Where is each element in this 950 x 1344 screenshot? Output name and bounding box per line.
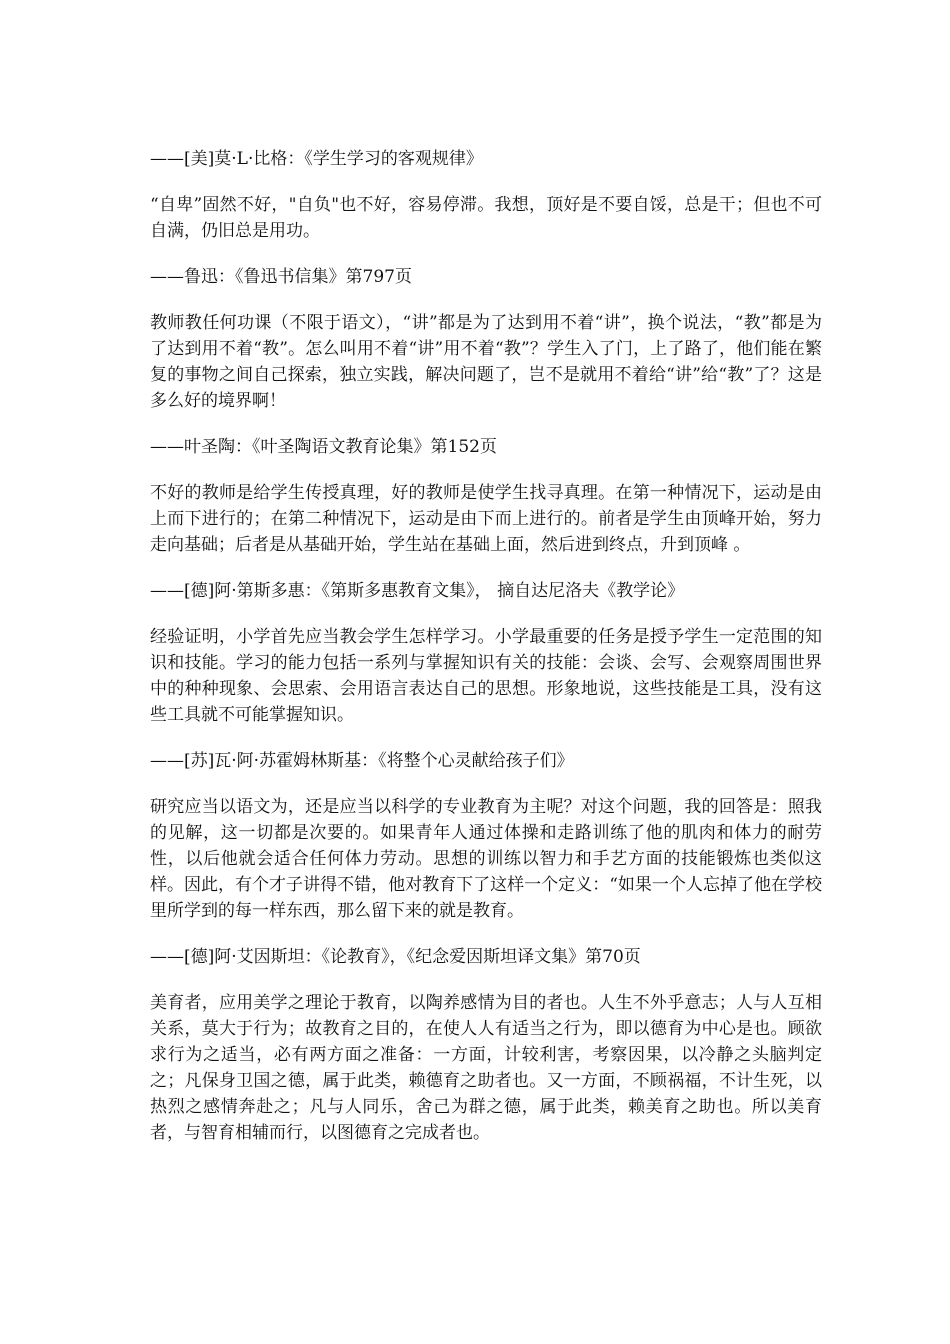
quote-paragraph-4: 经验证明，小学首先应当教会学生怎样学习。小学最重要的任务是授予学生一定范围的知识和技能。学习的能力包括一系列与掌握知识有关的技能：会谈、会写、会观察周围世界中的种种现象、会思索、会用语言表达自己的思想。形象地说，这些技能是工具，没有这些工具就不可能掌握知识。 — [150, 627, 822, 725]
quote-paragraph-5: 研究应当以语文为，还是应当以科学的专业教育为主呢？对这个问题，我的回答是：照我的见解，这一切都是次要的。如果青年人通过体操和走路训练了他的肌肉和体力的耐劳性，以后他就会适合任何体力劳动。思想的训练以智力和手艺方面的技能锻炼也类似这样。因此，有个才子讲得不错，他对教育下了这样一个定义：“如果一个人忘掉了他在学校里所学到的每一样东西，那么留下来的就是教育。 — [150, 797, 822, 921]
document-page — [150, 146, 822, 1166]
quote-paragraph-3: 不好的教师是给学生传授真理，好的教师是使学生找寻真理。在第一种情况下，运动是由上而下进行的；在第二种情况下，运动是由下而上进行的。前者是学生由顶峰开始，努力走向基础；后者是从基础开始，学生站在基础上面，然后进到终点，升到顶峰 。 — [150, 483, 822, 555]
citation-1: ——[美]莫·L·比格：《学生学习的客观规律》 — [150, 149, 483, 169]
citation-6: ——[德]阿·艾因斯坦：《论教育》，《纪念爱因斯坦译文集》第70页 — [150, 947, 641, 967]
citation-3: ——叶圣陶：《叶圣陶语文教育论集》第152页 — [150, 437, 497, 457]
quote-paragraph-6: 美育者，应用美学之理论于教育，以陶养感情为目的者也。人生不外乎意志；人与人互相关系，莫大于行为；故教育之目的，在使人人有适当之行为，即以德育为中心是也。顾欲求行为之适当，必有两方面之准备：一方面，计较利害，考察因果，以冷静之头脑判定之；凡保身卫国之德，属于此类，赖德育之助者也。又一方面，不顾祸福，不计生死，以热烈之感情奔赴之；凡与人同乐，舍己为群之德，属于此类，赖美育之助也。所以美育者，与智育相辅而行，以图德育之完成者也。 — [150, 993, 822, 1143]
citation-5: ——[苏]瓦·阿·苏霍姆林斯基：《将整个心灵献给孩子们》 — [150, 751, 574, 771]
citation-2: ——鲁迅：《鲁迅书信集》第797页 — [150, 267, 412, 287]
quote-paragraph-1: “自卑”固然不好，"自负"也不好，容易停滞。我想，顶好是不要自馁，总是干；但也不可自满，仍旧总是用功。 — [150, 195, 822, 241]
quote-paragraph-2: 教师教任何功课（不限于语文），“讲”都是为了达到用不着“讲”，换个说法，“教”都是为了达到用不着“教”。怎么叫用不着“讲”用不着“教”？学生入了门，上了路了，他们能在繁复的事物之间自己探索，独立实践，解决问题了，岂不是就用不着给“讲”给“教”了？这是多么好的境界啊！ — [150, 313, 822, 411]
citation-4: ——[德]阿·第斯多惠：《第斯多惠教育文集》， 摘自达尼洛夫《教学论》 — [150, 581, 685, 601]
